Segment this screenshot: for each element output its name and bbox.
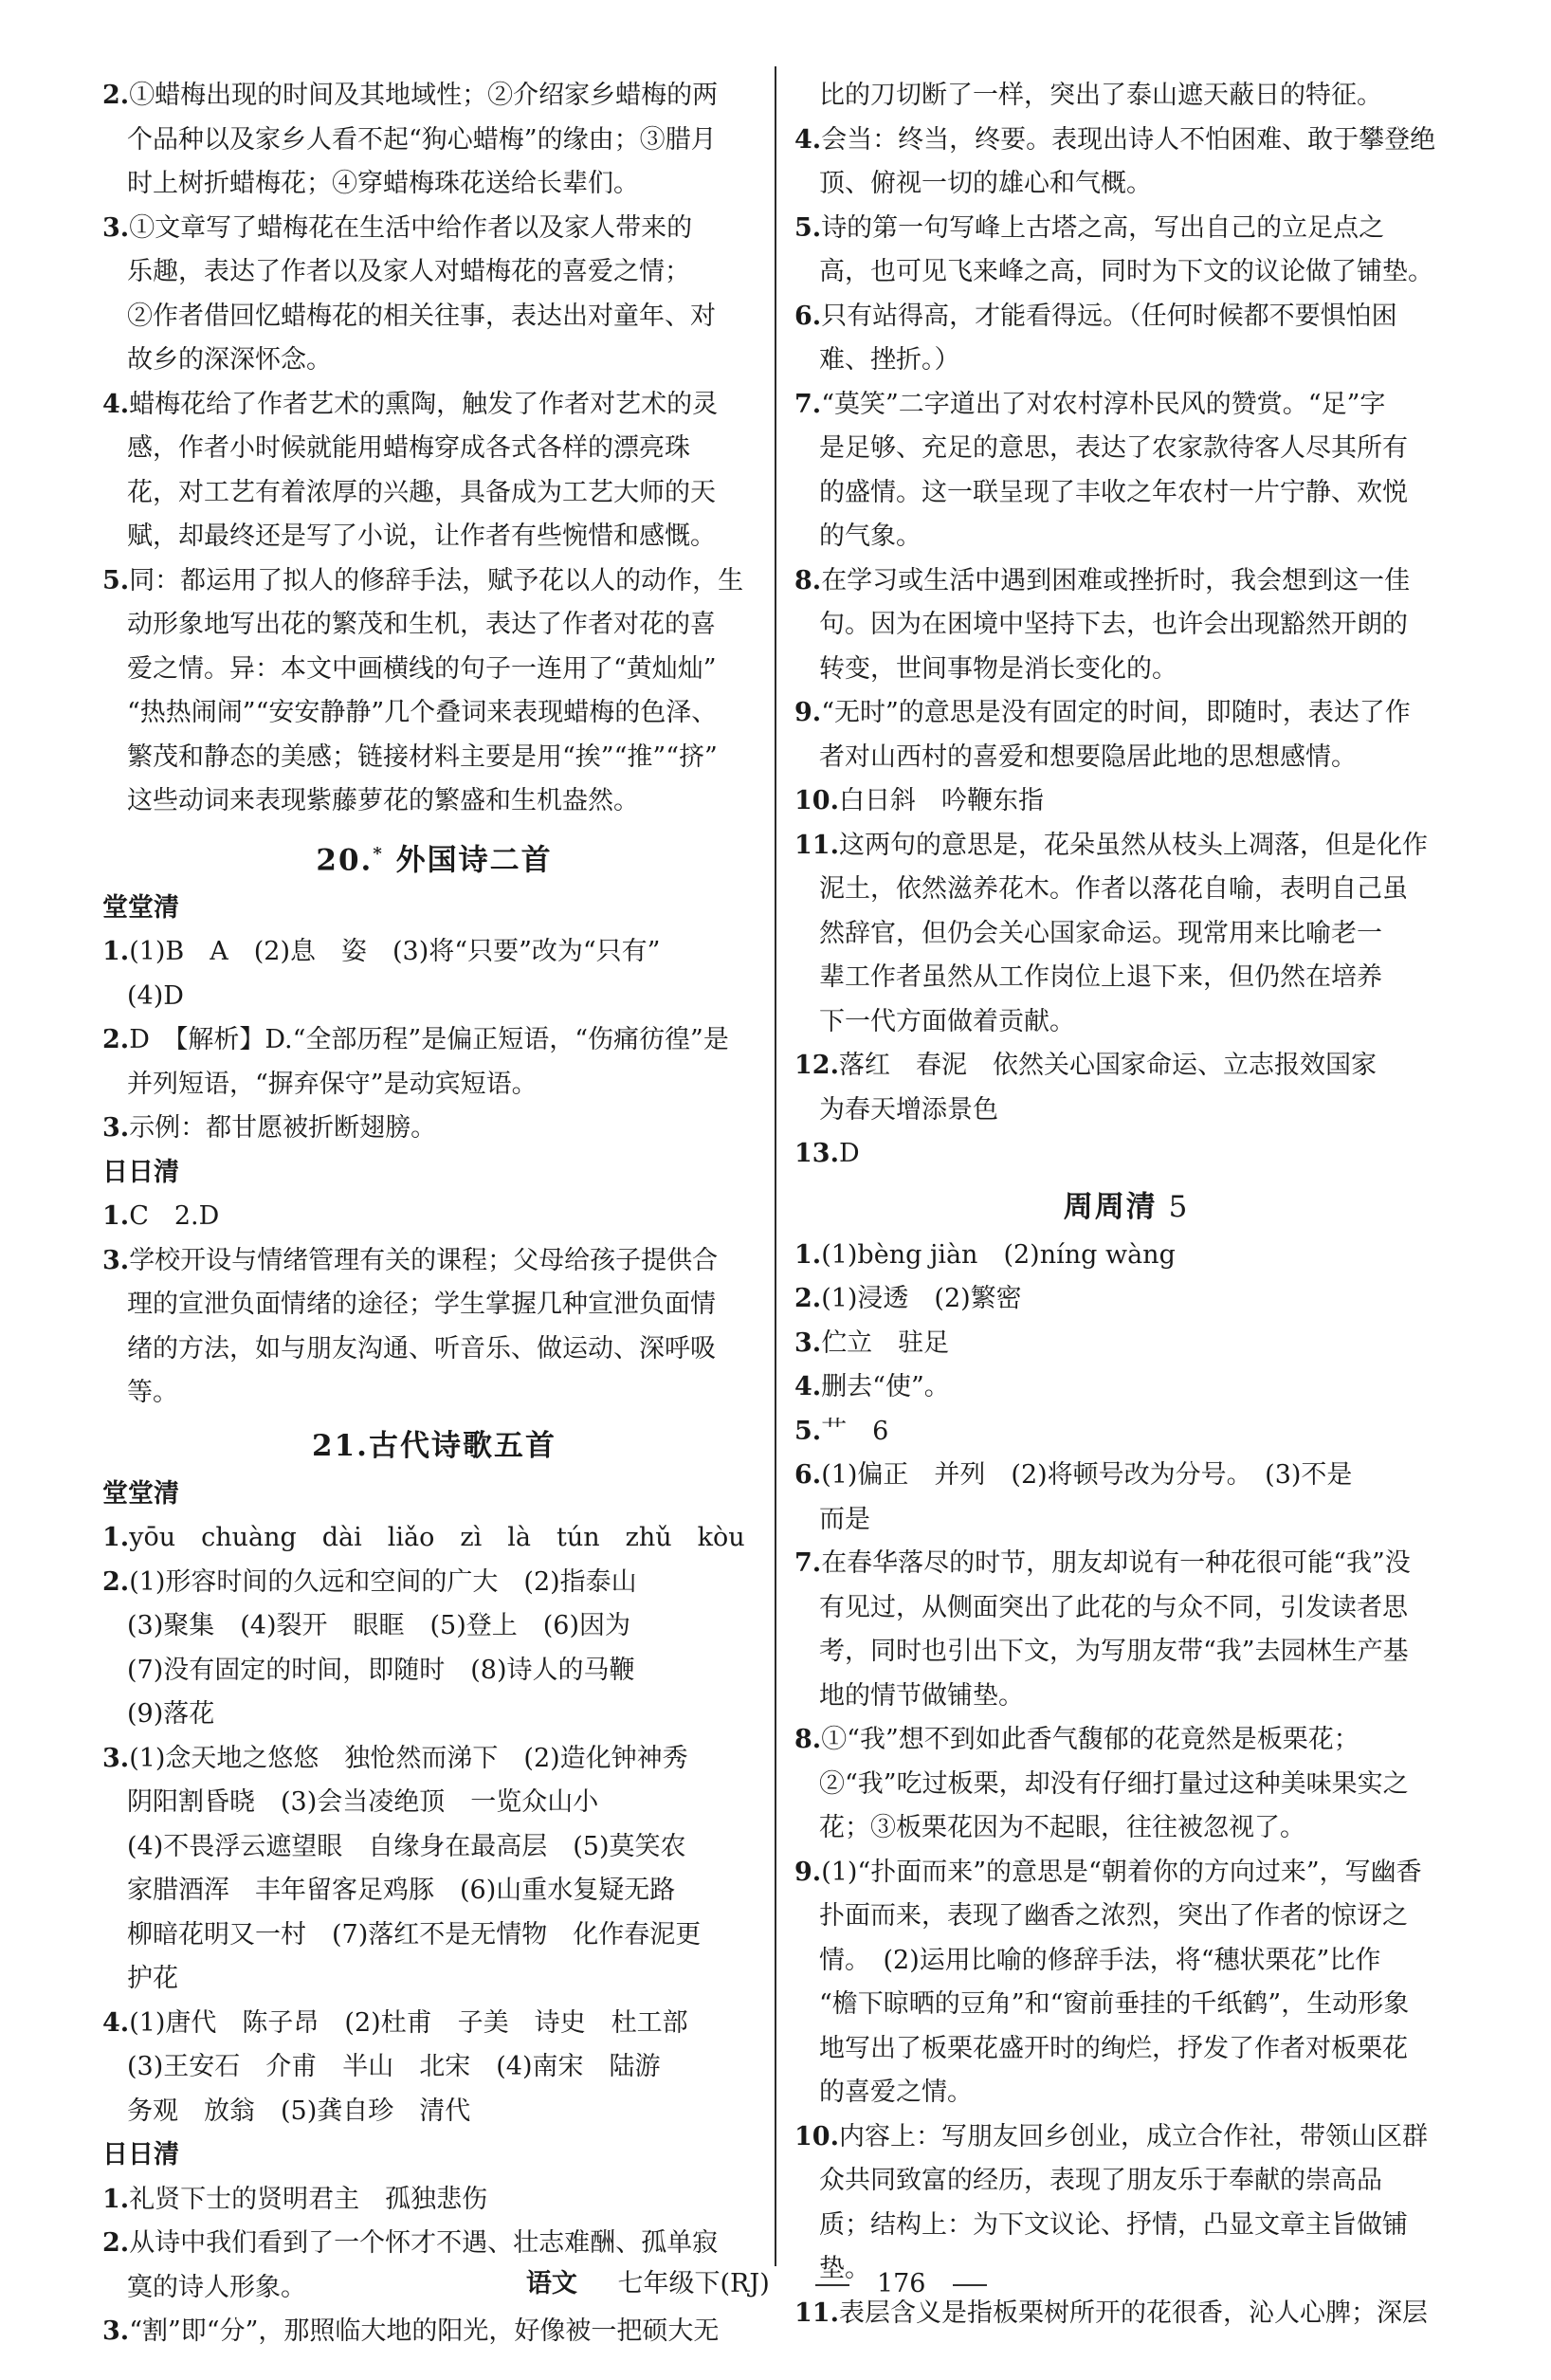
answer-line: [102, 1327, 766, 1416]
answer-text: “割”即“分”，那照临大地的阳光，好像被一把硕大无: [129, 2316, 720, 2347]
answer-item: [102, 2178, 766, 2223]
question-number: 4.: [102, 389, 130, 419]
answer-line: [794, 736, 1458, 780]
answer-text: 家腊酒浑 丰年留客足鸡豚 (6)山重水复疑无路: [127, 1876, 676, 1906]
answer-line: [794, 1542, 1458, 1586]
answer-text: 考，同时也引出下文，为写朋友带“我”去园林生产基: [819, 1637, 1409, 1666]
answer-item: [102, 1239, 766, 1416]
question-number: 2.: [102, 2228, 130, 2259]
answer-text: (9)落花: [127, 1699, 215, 1730]
column-divider: [775, 66, 776, 2266]
answer-text: 寞的诗人形象。: [127, 2272, 306, 2302]
question-number: 10.: [794, 786, 839, 815]
answer-item: [794, 1277, 1458, 1322]
answer-text: 而是: [819, 1504, 870, 1534]
answer-line: [102, 2002, 766, 2046]
answer-line: [794, 868, 1458, 912]
answer-text: 地写出了板栗花盛开时的绚烂，抒发了作者对板栗花: [819, 2033, 1408, 2063]
answer-text: 诗的第一句写峰上古塔之高，写出自己的立足点之: [821, 212, 1385, 243]
answer-text: (4)D: [127, 980, 184, 1011]
answer-line: [102, 1018, 766, 1063]
answer-line: [794, 1277, 1458, 1322]
question-number: 3.: [102, 212, 130, 243]
question-number: 3.: [102, 1245, 130, 1275]
answer-text: 繁茂和静态的美感；链接材料主要是用“挨”“推”“挤”: [127, 741, 718, 772]
answer-text: 有见过，从侧面突出了此花的与众不同，引发读者思: [819, 1592, 1408, 1622]
answer-line: [794, 559, 1458, 604]
question-number: 4.: [794, 124, 822, 155]
answer-text: (1)形容时间的久远和空间的广大 (2)指泰山: [129, 1566, 637, 1597]
answer-text: 白日斜 吟鞭东指: [838, 786, 1044, 815]
answer-line: [794, 383, 1458, 428]
answer-line: [102, 1063, 766, 1108]
answer-text: 下一代方面做着贡献。: [819, 1006, 1075, 1036]
answer-line: [794, 1718, 1458, 1763]
answer-line: [794, 207, 1458, 251]
answer-text: 从诗中我们看到了一个怀才不遇、壮志难酬、孤单寂: [129, 2228, 719, 2259]
answer-line: [794, 1851, 1458, 1895]
answer-line: [102, 1516, 766, 1561]
answer-line: [794, 1234, 1458, 1278]
answer-line: [794, 1410, 1458, 1455]
answer-text: 转变，世间事物是消长变化的。: [819, 653, 1177, 684]
answer-line: [794, 162, 1458, 207]
subsection-label: 日日清: [102, 2140, 179, 2170]
answer-line: [102, 1561, 766, 1605]
answer-line: [102, 2178, 766, 2223]
answer-line: [102, 295, 766, 339]
answer-line: [102, 2310, 766, 2354]
answer-line: [794, 648, 1458, 692]
answer-item: [794, 1322, 1458, 1366]
answer-line: [102, 2222, 766, 2266]
answer-line: [102, 1913, 766, 1958]
answer-line: [102, 603, 766, 648]
answer-item: [794, 779, 1458, 824]
answer-item: [102, 1737, 766, 2002]
answer-item: [102, 1516, 766, 1561]
answer-line: [102, 1195, 766, 1239]
answer-item: [794, 1234, 1458, 1278]
answer-line: [794, 427, 1458, 471]
answer-text: D 【解析】D.“全部历程”是偏正短语，“伤痛彷徨”是: [129, 1025, 729, 1055]
answer-line: [794, 1044, 1458, 1089]
answer-line: [794, 2027, 1458, 2072]
answer-text: 同：都运用了拟人的修辞手法，赋予花以人的动作，生: [129, 565, 744, 595]
answer-line: [794, 691, 1458, 736]
answer-text: 扑面而来，表现了幽香之浓烈，突出了作者的惊讶之: [819, 1901, 1408, 1931]
answer-text: 高，也可见飞来峰之高，同时为下文的议论做了铺垫。: [819, 257, 1433, 286]
page-dash-right: [953, 2284, 987, 2286]
answer-text: 是足够、充足的意思，表达了农家款待客人尽其所有: [819, 433, 1408, 463]
footer-subject: 语文: [525, 2269, 577, 2298]
answer-text: 柳暗花明又一村 (7)落红不是无情物 化作春泥更: [127, 1919, 702, 1950]
answer-line: [102, 779, 766, 824]
answer-line: [102, 162, 766, 207]
answer-line: [102, 736, 766, 780]
answer-text: “热热闹闹”“安安静静”几个叠词来表现蜡梅的色泽、: [127, 698, 718, 727]
answer-item: [102, 930, 766, 1018]
question-number: 4.: [794, 1372, 822, 1401]
answer-text: ②“我”吃过板栗，却没有仔细打量过这种美味果实之: [819, 1768, 1409, 1799]
question-number: 4.: [102, 2007, 130, 2038]
question-number: 8.: [794, 1725, 822, 1754]
answer-item: [102, 559, 766, 824]
answer-text: (4)不畏浮云遮望眼 自缘身在最高层 (5)莫笑农: [127, 1831, 686, 1861]
answer-text: 只有站得高，才能看得远。（任何时候都不要惧怕困: [821, 301, 1397, 331]
answer-item: [102, 383, 766, 559]
answer-text: (1)念天地之悠悠 独怆然而涕下 (2)造化钟神秀: [129, 1743, 688, 1773]
answer-text: 泥土，依然滋养花木。作者以落花自喻，表明自己虽: [819, 874, 1408, 904]
question-number: 13.: [794, 1139, 839, 1168]
answer-line: [102, 471, 766, 516]
answer-text: 花；③板栗花因为不起眼，往往被忽视了。: [819, 1813, 1305, 1842]
answer-line: [102, 1283, 766, 1327]
question-number: 5.: [794, 1416, 822, 1446]
answer-line: [102, 2090, 766, 2134]
answer-line: [102, 1737, 766, 1782]
answer-text: 的喜爱之情。: [819, 2078, 973, 2107]
question-number: 2.: [102, 1025, 130, 1055]
answer-line: [794, 1939, 1458, 1984]
answer-item: [794, 1044, 1458, 1132]
answer-line: [794, 1630, 1458, 1675]
answer-text: 这两句的意思是，花朵虽然从枝头上凋落，但是化作: [838, 830, 1428, 860]
answer-text: 蜡梅花给了作者艺术的熏陶，触发了作者对艺术的灵: [129, 389, 719, 419]
answer-text: 的盛情。这一联呈现了丰收之年农村一片宁静、欢悦: [819, 477, 1408, 507]
question-number: 1.: [794, 1239, 822, 1270]
answer-text: 示例：都甘愿被折断翅膀。: [129, 1113, 437, 1144]
answer-text: 难、挫折。）: [819, 345, 960, 375]
answer-item: [102, 1195, 766, 1239]
answer-text: (7)没有固定的时间，即随时 (8)诗人的马鞭: [127, 1655, 635, 1685]
answer-item: [794, 207, 1458, 295]
answer-line: [794, 1365, 1458, 1410]
question-number: 11.: [794, 830, 839, 860]
answer-text: 个品种以及家乡人看不起“狗心蜡梅”的缘由；③腊月: [127, 124, 717, 155]
answer-item: [102, 1107, 766, 1151]
answer-line: [102, 515, 766, 559]
answer-text: “无时”的意思是没有固定的时间，即随时，表达了作: [821, 698, 1411, 727]
answer-text: (1)“扑面而来”的意思是“朝着你的方向过来”，写幽香: [821, 1857, 1422, 1887]
question-number: 5.: [102, 565, 130, 595]
answer-line: [102, 1957, 766, 2002]
answer-line: [102, 930, 766, 975]
answer-text: 情。 (2)运用比喻的修辞手法，将“穗状栗花”比作: [819, 1945, 1381, 1975]
answer-text: 艹 6: [821, 1416, 889, 1446]
answer-text: 内容上：写朋友回乡创业，成立合作社，带领山区群: [838, 2121, 1428, 2151]
right-column: [794, 74, 1458, 2335]
answer-text: 然辞官，但仍会关心国家命运。现常用来比喻老一: [819, 918, 1382, 948]
question-number: 9.: [794, 1857, 822, 1887]
question-number: 3.: [102, 1113, 130, 1144]
section-title-20: 20.* 外国诗二首: [316, 842, 553, 877]
answer-text: 礼贤下士的贤明君主 孤独悲伤: [129, 2184, 488, 2214]
answer-text: 为春天增添景色: [819, 1094, 998, 1125]
answer-line: [794, 1983, 1458, 2027]
answer-line: [794, 515, 1458, 559]
question-number: 1.: [102, 2184, 130, 2214]
answer-line: [794, 1000, 1458, 1045]
answer-line: [794, 1675, 1458, 1719]
answer-line: [794, 2115, 1458, 2160]
answer-text: 故乡的深深怀念。: [127, 345, 332, 375]
continued-text: 比的刀切断了一样，突出了泰山遮天蔽日的特征。: [819, 81, 1382, 110]
answer-text: 句。因为在困境中坚持下去，也许会出现豁然开朗的: [819, 610, 1408, 639]
answer-text: 会当：终当，终要。表现出诗人不怕困难、敢于攀登绝: [821, 124, 1436, 155]
question-number: 2.: [794, 1284, 822, 1313]
answer-text: “莫笑”二字道出了对农村淳朴民风的赞赏。“足”字: [821, 389, 1386, 419]
page-number: 176: [815, 2269, 987, 2298]
answer-line: [794, 779, 1458, 824]
answer-line: [102, 559, 766, 604]
answer-text: 表层含义是指板栗树所开的花很香，沁人心脾；深层: [838, 2298, 1428, 2328]
answer-line: [102, 119, 766, 163]
answer-line: [794, 339, 1458, 383]
answer-line: [794, 1498, 1458, 1543]
answer-line: [794, 1454, 1458, 1498]
answer-line: [794, 603, 1458, 648]
answer-item: [794, 824, 1458, 1045]
answer-text: 辈工作者虽然从工作岗位上退下来，但仍然在培养: [819, 962, 1382, 992]
answer-text: 质；结构上：为下文议论、抒情，凸显文章主旨做铺垫。: [819, 2209, 1408, 2283]
answer-item: [102, 2002, 766, 2134]
answer-line: [102, 2045, 766, 2090]
question-number: 1.: [102, 1201, 130, 1232]
answer-item: [794, 383, 1458, 559]
answer-text: 在春华落尽的时节，朋友却说有一种花很可能“我”没: [821, 1548, 1411, 1578]
answer-text: (3)聚集 (4)裂开 眼眶 (5)登上 (6)因为: [127, 1611, 630, 1641]
answer-line: [794, 824, 1458, 869]
question-number: 3.: [102, 2316, 130, 2347]
answer-text: “檐下晾晒的豆角”和“窗前垂挂的千纸鹤”，生动形象: [819, 1989, 1410, 2019]
answer-text: 并列短语，“摒弃保守”是动宾短语。: [127, 1069, 538, 1099]
answer-line: [794, 1763, 1458, 1807]
subsection-label: 堂堂清: [102, 1478, 179, 1509]
answer-text: 顶、俯视一切的雄心和气概。: [819, 169, 1152, 198]
question-number: 1.: [102, 937, 130, 967]
answer-text: 花，对工艺有着浓厚的兴趣，具备成为工艺大师的天: [127, 477, 716, 507]
answer-item: [794, 1718, 1458, 1851]
answer-text: 众共同致富的经历，表现了朋友乐于奉献的崇高品: [819, 2166, 1382, 2195]
question-number: 2.: [102, 81, 130, 110]
question-number: 10.: [794, 2121, 839, 2151]
answer-text: 者对山西村的喜爱和想要隐居此地的思想感情。: [819, 741, 1357, 772]
answer-item: [102, 74, 766, 207]
answer-text: 务观 放翁 (5)龚自珍 清代: [127, 2096, 471, 2126]
question-number: 3.: [102, 1743, 130, 1773]
answer-line: [794, 956, 1458, 1000]
answer-text: D: [838, 1139, 860, 1168]
answer-text: (3)王安石 介甫 半山 北宋 (4)南宋 陆游: [127, 2052, 661, 2082]
answer-line: [102, 1781, 766, 1825]
question-number: 5.: [794, 212, 822, 243]
question-number: 7.: [794, 1548, 822, 1578]
question-number: 6.: [794, 1460, 822, 1490]
answer-item: [794, 119, 1458, 207]
answer-text: (1)唐代 陈子昂 (2)杜甫 子美 诗史 杜工部: [129, 2007, 688, 2038]
answer-line: [102, 383, 766, 428]
answer-item: [794, 1851, 1458, 2115]
answer-text: 理的宣泄负面情绪的途径；学生掌握几种宣泄负面情: [127, 1290, 716, 1320]
answer-text: 动形象地写出花的繁茂和生机，表达了作者对花的喜: [127, 610, 716, 639]
answer-line: [102, 250, 766, 295]
answer-text: 乐趣，表达了作者以及家人对蜡梅花的喜爱之情；: [127, 257, 690, 286]
answer-text: ①蜡梅出现的时间及其地域性；②介绍家乡蜡梅的两: [129, 81, 719, 110]
answer-text: (1)bèng jiàn (2)níng wàng: [821, 1239, 1176, 1270]
answer-text: 时上树折蜡梅花；④穿蜡梅珠花送给长辈们。: [127, 169, 639, 198]
answer-line: [102, 1649, 766, 1693]
answer-line: [102, 1693, 766, 1737]
answer-item: [794, 559, 1458, 692]
answer-line: [102, 207, 766, 251]
answer-line: [102, 1869, 766, 1913]
answer-text: ①文章写了蜡梅花在生活中给作者以及家人带来的: [129, 212, 693, 243]
answer-item: [102, 207, 766, 383]
answer-text: ②作者借回忆蜡梅花的相关往事，表达出对童年、对: [127, 301, 716, 331]
question-number: 11.: [794, 2298, 839, 2328]
answer-text: (1)浸透 (2)繁密: [821, 1284, 1022, 1313]
answer-text: 赋，却最终还是写了小说，让作者有些惋惜和感慨。: [127, 522, 716, 551]
question-number: 3.: [794, 1327, 822, 1358]
answer-item: [794, 1454, 1458, 1542]
question-number: 12.: [794, 1051, 839, 1080]
answer-line: [794, 1132, 1458, 1177]
answer-text: (1)偏正 并列 (2)将顿号改为分号。 (3)不是: [821, 1460, 1353, 1490]
answer-text: 护花: [127, 1964, 178, 1994]
answer-text: 学校开设与情绪管理有关的课程；父母给孩子提供合: [129, 1245, 719, 1275]
answer-line: [102, 975, 766, 1019]
answer-text: (1)B A (2)息 姿 (3)将“只要”改为“只有”: [129, 937, 661, 967]
question-number: 7.: [794, 389, 822, 419]
question-number: 1.: [102, 1523, 130, 1553]
footer-grade: 七年级下(RJ): [617, 2269, 770, 2298]
answer-item: [794, 1365, 1458, 1410]
answer-line: [102, 1604, 766, 1649]
answer-line: [102, 427, 766, 471]
answer-text: 感，作者小时候就能用蜡梅穿成各式各样的漂亮珠: [127, 433, 690, 463]
answer-text: 伫立 驻足: [821, 1327, 950, 1358]
answer-line: [794, 1322, 1458, 1366]
answer-line: [102, 1239, 766, 1284]
answer-line: [794, 250, 1458, 295]
answer-line: [794, 912, 1458, 957]
answer-item: [794, 1132, 1458, 1177]
answer-text: 爱之情。异：本文中画横线的句子一连用了“黄灿灿”: [127, 653, 717, 684]
subsection-label: 日日清: [102, 1157, 179, 1187]
answer-text: 的气象。: [819, 522, 921, 551]
answer-text: 这些动词来表现紫藤萝花的繁盛和生机盎然。: [127, 786, 639, 815]
answer-item: [794, 295, 1458, 383]
answer-text: 阴阳割昏晓 (3)会当凌绝顶 一览众山小: [127, 1787, 599, 1818]
answer-text: 落红 春泥 依然关心国家命运、立志报效国家: [838, 1051, 1377, 1080]
subsection-label: 堂堂清: [102, 892, 179, 923]
answer-item: [102, 2310, 766, 2354]
answer-line: [794, 2071, 1458, 2115]
section-title-21: 21.古代诗歌五首: [312, 1428, 557, 1463]
answer-line: [102, 648, 766, 692]
section-title-weekly: 周周清 5: [1063, 1189, 1190, 1224]
answer-item: [102, 1561, 766, 1737]
question-number: 8.: [794, 565, 822, 595]
left-column: [102, 74, 766, 2354]
answer-text: C 2.D: [129, 1201, 220, 1232]
page-footer: [0, 2262, 1551, 2299]
answer-item: [794, 691, 1458, 779]
answer-line: [794, 1089, 1458, 1133]
question-number: 2.: [102, 1566, 130, 1597]
answer-line: [102, 339, 766, 383]
answer-line: [794, 1895, 1458, 1939]
answer-line: [794, 119, 1458, 163]
answer-line: [794, 295, 1458, 339]
answer-line: [102, 691, 766, 736]
question-number: 9.: [794, 698, 822, 727]
answer-line: [102, 74, 766, 119]
answer-line: [102, 1825, 766, 1870]
answer-line: [102, 1107, 766, 1151]
answer-line: [794, 1586, 1458, 1631]
page-dash-left: [815, 2284, 849, 2286]
answer-text: 绪的方法，如与朋友沟通、听音乐、做运动、深呼吸等。: [127, 1333, 716, 1408]
question-number: 6.: [794, 301, 822, 331]
answer-item: [102, 1018, 766, 1107]
answer-line: [794, 471, 1458, 516]
answer-item: [794, 1542, 1458, 1718]
answer-text: 在学习或生活中遇到困难或挫折时，我会想到这一佳: [821, 565, 1411, 595]
answer-item: [794, 1410, 1458, 1455]
answer-text: 删去“使”。: [821, 1372, 950, 1401]
answer-text: yōu chuàng dài liǎo zì là tún zhǔ kòu: [129, 1523, 745, 1553]
answer-text: 地的情节做铺垫。: [819, 1680, 1024, 1711]
answer-line: [794, 2159, 1458, 2204]
answer-line: [794, 1806, 1458, 1851]
answer-text: ①“我”想不到如此香气馥郁的花竟然是板栗花；: [821, 1725, 1359, 1754]
